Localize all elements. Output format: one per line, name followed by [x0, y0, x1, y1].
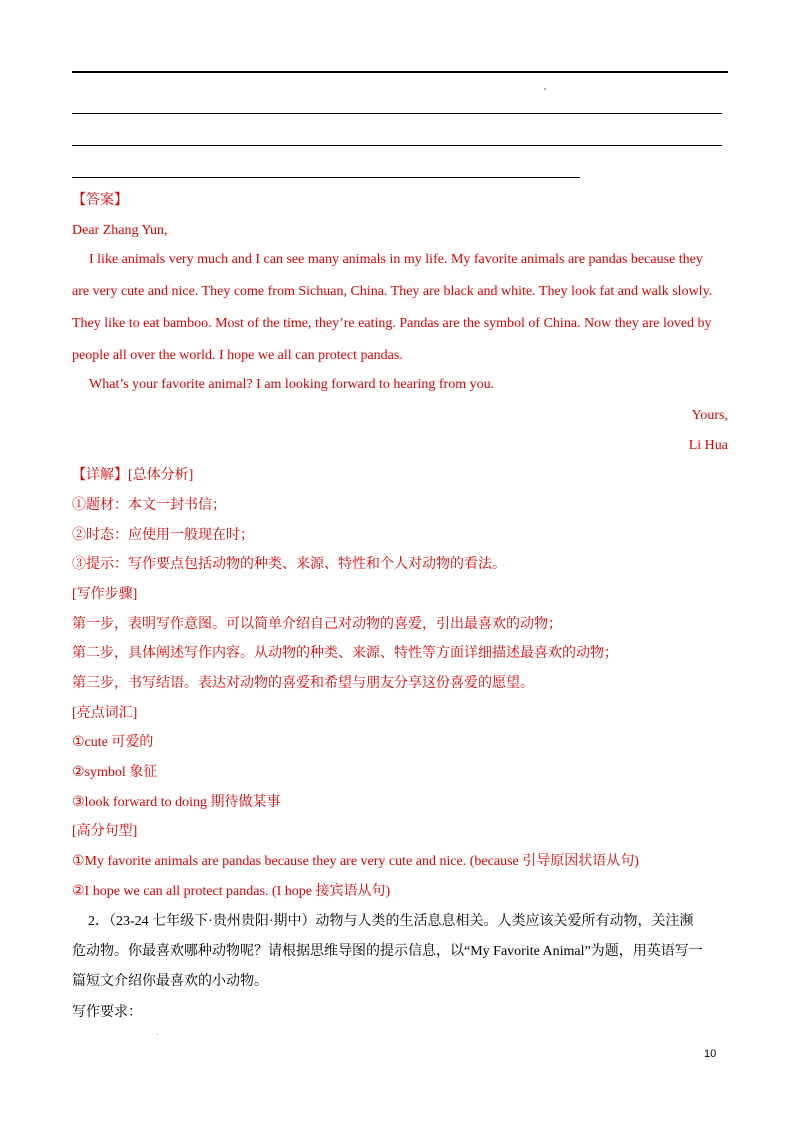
steps-heading: [写作步骤] [72, 587, 138, 602]
analysis-heading: 【详解】[总体分析] [72, 468, 194, 483]
sentences-heading: [高分句型] [72, 824, 138, 839]
stray-mark [157, 1034, 158, 1035]
step-item: 第二步，具体阐述写作内容。从动物的种类、来源、特性等方面详细描述最喜欢的动物； [72, 646, 618, 661]
vocab-item: ③look forward to doing 期待做某事 [72, 795, 281, 810]
answer-label: 【答案】 [72, 193, 128, 208]
sentence-item: ①My favorite animals are pandas because they are very cute and nice. (because 引导原因状语从句) [72, 854, 639, 869]
writing-line [72, 177, 580, 178]
letter-closing: Yours, [691, 408, 728, 423]
letter-paragraph-line: people all over the world. I hope we all can protect pandas. [72, 348, 403, 363]
question-line: 危动物。你最喜欢哪种动物呢？请根据思维导图的提示信息，以“My Favorite Animal”为题，用英语写一 [72, 944, 703, 959]
stray-mark [544, 88, 546, 90]
letter-paragraph-line: They like to eat bamboo. Most of the time, they’re eating. Pandas are the symbol of China. Now they are loved by [72, 316, 712, 331]
analysis-item: ①题材：本文一封书信； [72, 498, 226, 513]
letter-greeting: Dear Zhang Yun, [72, 223, 168, 238]
letter-paragraph-2: What’s your favorite animal? I am looking forward to hearing from you. [89, 377, 495, 392]
analysis-item: ②时态：应使用一般现在时； [72, 528, 254, 543]
page-number: 10 [704, 1048, 717, 1060]
letter-signature: Li Hua [688, 438, 728, 453]
writing-line [72, 113, 722, 114]
letter-paragraph-line: I like animals very much and I can see many animals in my life. My favorite animals are pandas because they [89, 252, 703, 267]
writing-line [72, 145, 722, 146]
step-item: 第三步，书写结语。表达对动物的喜爱和希望与朋友分享这份喜爱的愿望。 [72, 676, 534, 691]
vocab-heading: [亮点词汇] [72, 706, 138, 721]
question-line: 2．（23-24 七年级下·贵州贵阳·期中）动物与人类的生活息息相关。人类应该关爱所有动物，关注濒 [88, 914, 694, 929]
sentence-item: ②I hope we can all protect pandas. (I hope 接宾语从句) [72, 884, 391, 899]
vocab-item: ②symbol 象征 [72, 765, 158, 780]
question-line: 篇短文介绍你最喜欢的小动物。 [72, 974, 268, 989]
letter-paragraph-line: are very cute and nice. They come from Sichuan, China. They are black and white. They look fat and walk slowly. [72, 284, 713, 299]
top-rule [72, 71, 728, 73]
analysis-item: ③提示：写作要点包括动物的种类、来源、特性和个人对动物的看法。 [72, 557, 506, 572]
vocab-item: ①cute 可爱的 [72, 735, 154, 750]
writing-requirements-label: 写作要求： [72, 1005, 142, 1020]
step-item: 第一步，表明写作意图。可以简单介绍自己对动物的喜爱，引出最喜欢的动物； [72, 617, 562, 632]
